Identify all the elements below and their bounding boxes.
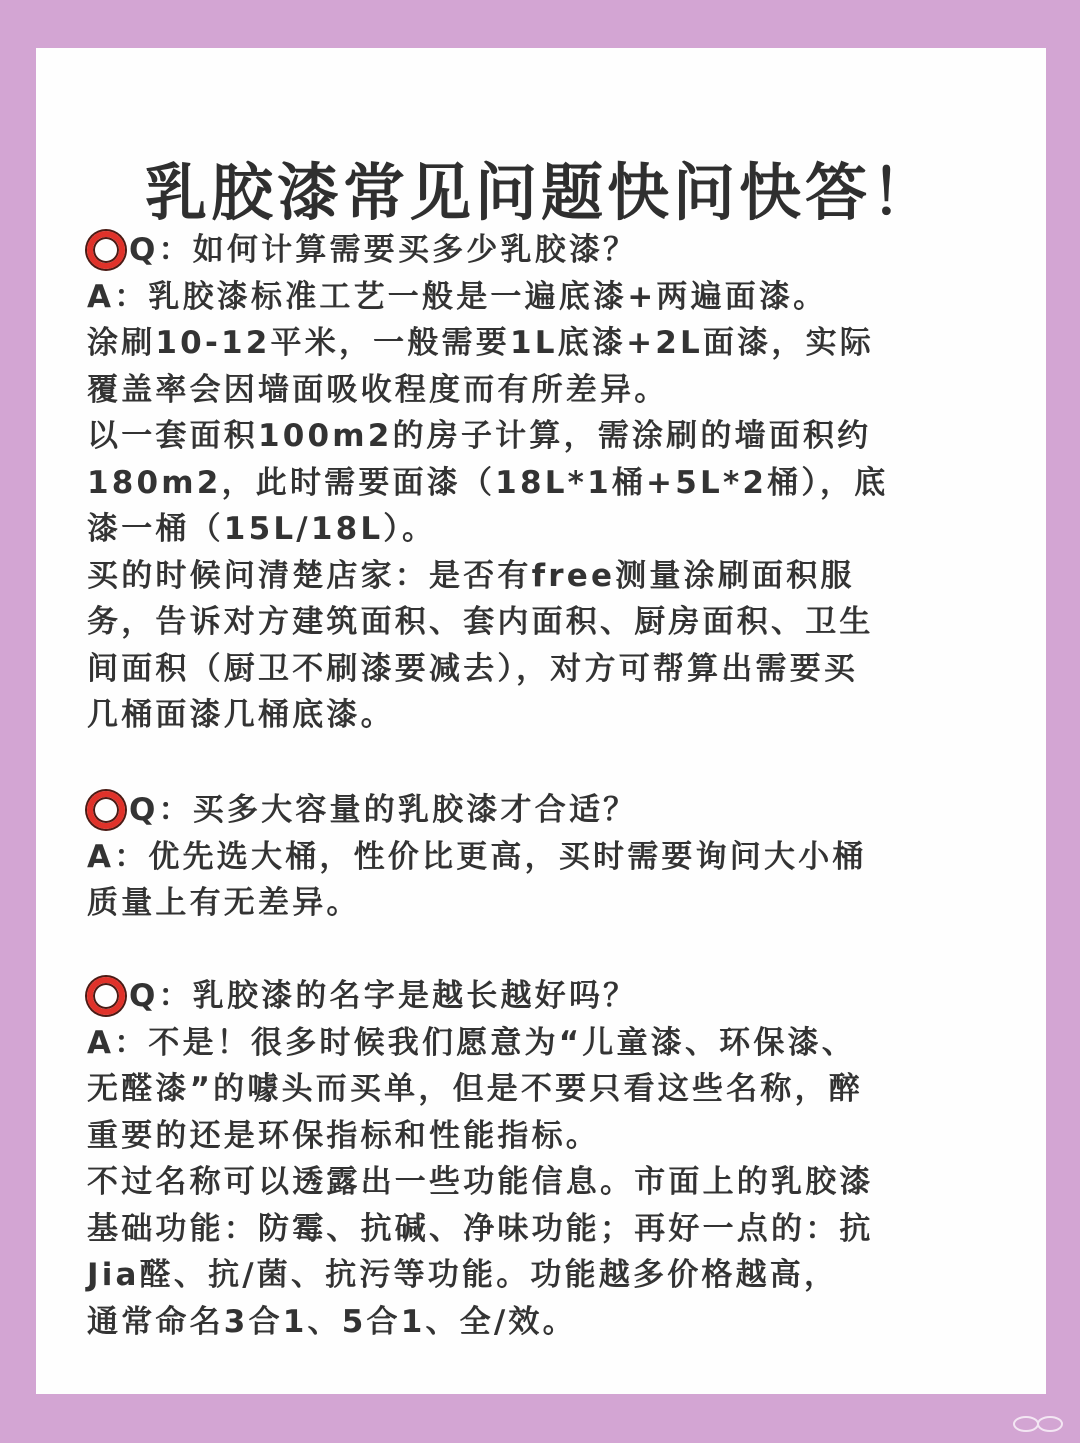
qa-block-3 bbox=[87, 973, 1017, 1345]
answer-line: 买的时候问清楚店家：是否有free测量涂刷面积服 bbox=[87, 557, 855, 594]
answer-line: A：不是！很多时候我们愿意为“儿童漆、环保漆、 bbox=[87, 1024, 856, 1061]
question-1 bbox=[87, 227, 1017, 274]
answer-line: 重要的还是环保指标和性能指标。 bbox=[87, 1117, 600, 1154]
answer-line: A：乳胶漆标准工艺一般是一遍底漆+两遍面漆。 bbox=[87, 278, 828, 315]
answer-line: 以一套面积100m2的房子计算，需涂刷的墙面积约 bbox=[87, 418, 872, 454]
qa-block-2 bbox=[87, 787, 1017, 927]
qa-block-1 bbox=[87, 227, 1017, 739]
answer-line: 漆一桶（15L/18L）。 bbox=[87, 511, 437, 547]
answer-line: 涂刷10-12平米，一般需要1L底漆+2L面漆，实际 bbox=[87, 325, 874, 361]
answer-line: 无醛漆”的噱头而买单，但是不要只看这些名称，醉 bbox=[87, 1071, 863, 1107]
answer-line: 务，告诉对方建筑面积、套内面积、厨房面积、卫生 bbox=[87, 604, 874, 640]
red-ring-icon bbox=[87, 977, 125, 1015]
answer-line: 基础功能：防霉、抗碱、净味功能；再好一点的：抗 bbox=[87, 1210, 874, 1247]
question-text: Q：如何计算需要买多少乳胶漆？ bbox=[129, 232, 638, 268]
answer-line: A：优先选大桶，性价比更高，买时需要询问大小桶 bbox=[87, 838, 867, 875]
question-2 bbox=[87, 787, 1017, 834]
question-text: Q：乳胶漆的名字是越长越好吗？ bbox=[129, 978, 638, 1014]
answer-line: 通常命名3合1、5合1、全/效。 bbox=[87, 1303, 577, 1340]
question-text: Q：买多大容量的乳胶漆才合适？ bbox=[129, 792, 638, 828]
answer-line: 覆盖率会因墙面吸收程度而有所差异。 bbox=[87, 371, 669, 408]
answer-line: 几桶面漆几桶底漆。 bbox=[87, 697, 395, 733]
watermark-icon bbox=[1010, 1413, 1068, 1435]
answer-line: 质量上有无差异。 bbox=[87, 885, 361, 921]
page-title: 乳胶漆常见问题快问快答！ bbox=[144, 156, 937, 229]
answer-line: 间面积（厨卫不刷漆要减去），对方可帮算出需要买 bbox=[87, 650, 859, 687]
answer-line: 180m2，此时需要面漆（18L*1桶+5L*2桶），底 bbox=[87, 464, 889, 501]
red-ring-icon bbox=[87, 791, 125, 829]
answer-line: Jia醛、抗/菌、抗污等功能。功能越多价格越高， bbox=[87, 1257, 839, 1293]
question-3 bbox=[87, 973, 1017, 1020]
red-ring-icon bbox=[87, 231, 125, 269]
answer-line: 不过名称可以透露出一些功能信息。市面上的乳胶漆 bbox=[87, 1164, 874, 1200]
